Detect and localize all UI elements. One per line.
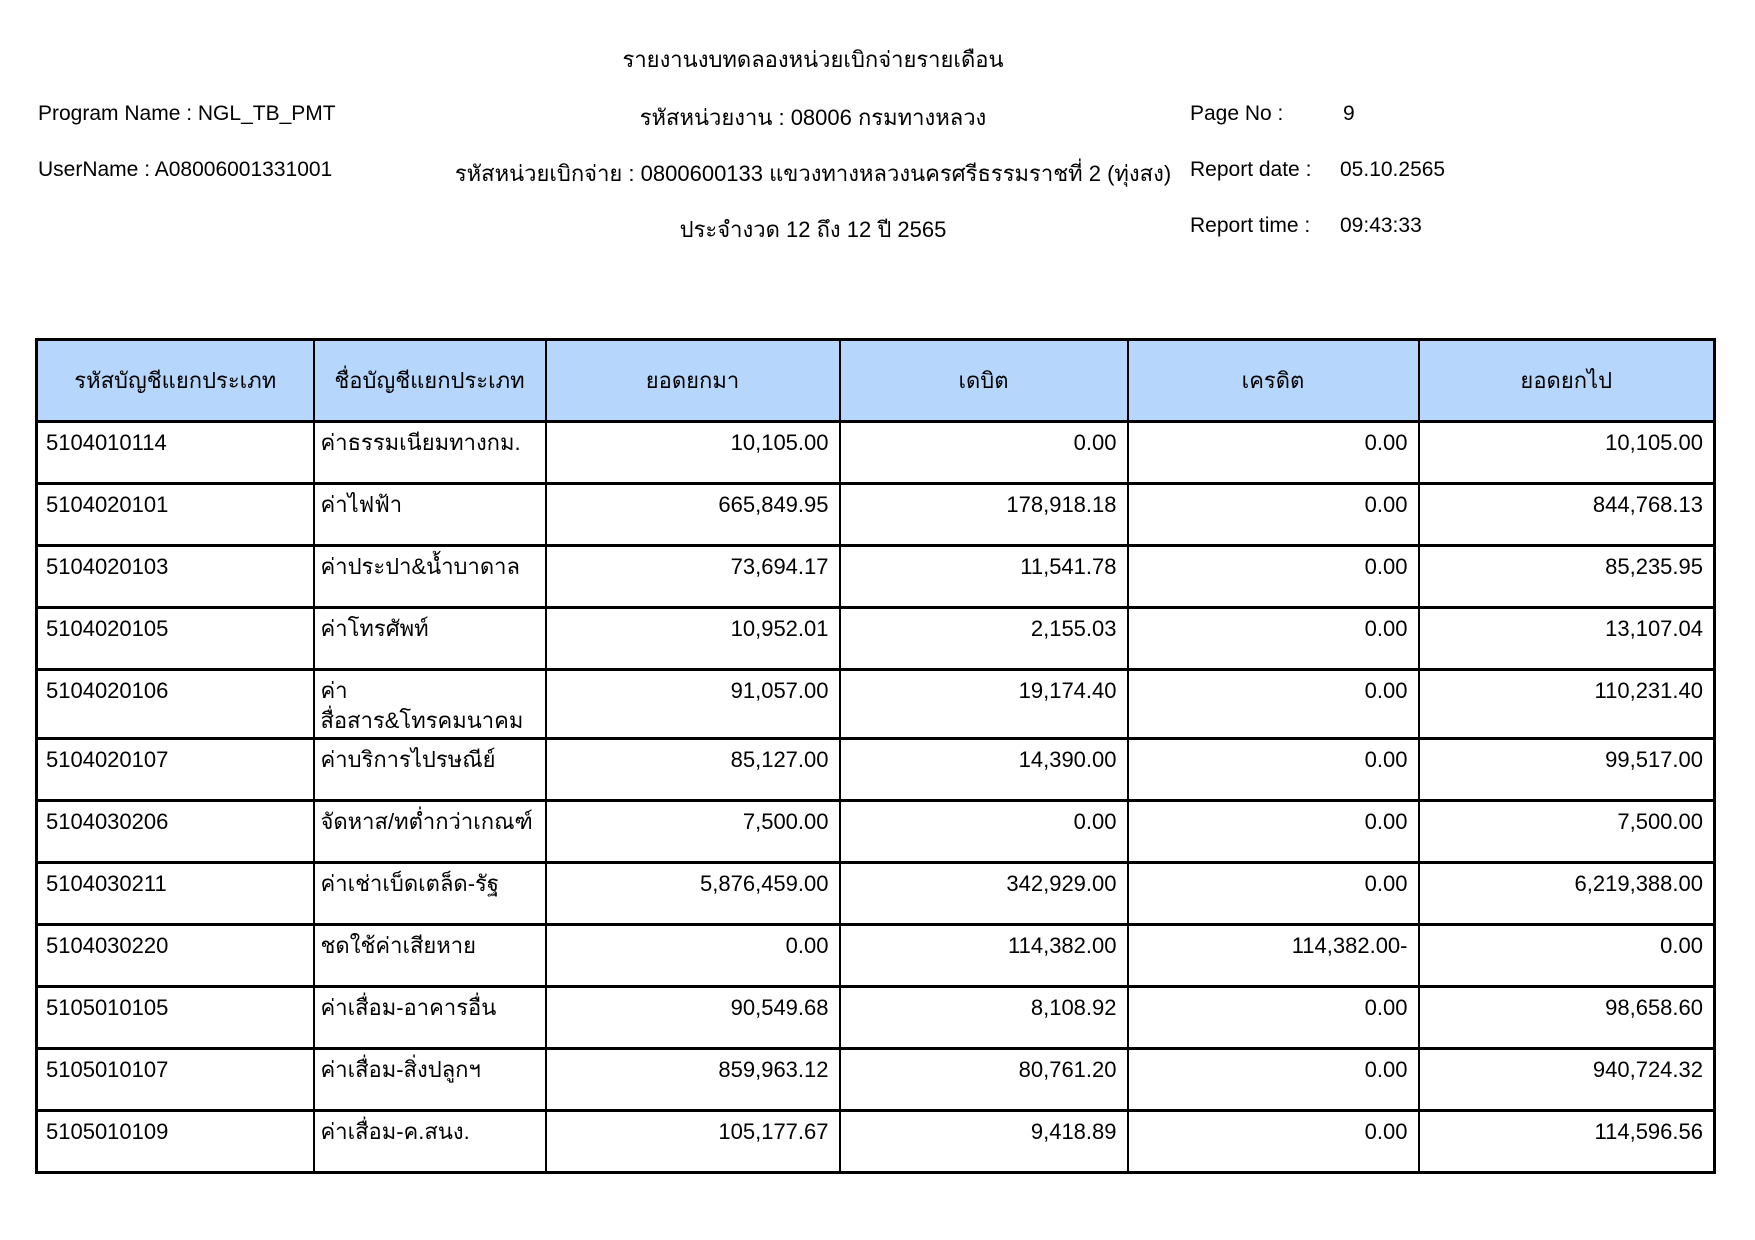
account-code-cell: 5105010105 xyxy=(37,987,314,1049)
balance-carried-forward-cell: 10,105.00 xyxy=(1419,422,1715,484)
balance-brought-forward-cell: 10,952.01 xyxy=(546,608,840,670)
debit-cell: 8,108.92 xyxy=(840,987,1128,1049)
account-code-cell: 5104030206 xyxy=(37,801,314,863)
account-code-cell: 5105010107 xyxy=(37,1049,314,1111)
credit-cell: 0.00 xyxy=(1128,422,1419,484)
balance-brought-forward-cell: 859,963.12 xyxy=(546,1049,840,1111)
table-row xyxy=(37,422,1715,484)
balance-carried-forward-cell: 110,231.40 xyxy=(1419,670,1715,739)
table-row xyxy=(37,546,1715,608)
balance-brought-forward-cell: 91,057.00 xyxy=(546,670,840,739)
account-name-cell: ค่าเสื่อม-ค.สนง. xyxy=(314,1111,546,1173)
balance-brought-forward-cell: 90,549.68 xyxy=(546,987,840,1049)
balance-brought-forward-cell: 7,500.00 xyxy=(546,801,840,863)
debit-cell: 19,174.40 xyxy=(840,670,1128,739)
column-header-account-name: ชื่อบัญชีแยกประเภท xyxy=(314,340,546,422)
credit-cell: 0.00 xyxy=(1128,670,1419,739)
balance-carried-forward-cell: 6,219,388.00 xyxy=(1419,863,1715,925)
table-row xyxy=(37,484,1715,546)
debit-cell: 178,918.18 xyxy=(840,484,1128,546)
account-name-cell: ค่าโทรศัพท์ xyxy=(314,608,546,670)
debit-cell: 114,382.00 xyxy=(840,925,1128,987)
table-row xyxy=(37,925,1715,987)
balance-carried-forward-cell: 85,235.95 xyxy=(1419,546,1715,608)
balance-carried-forward-cell: 0.00 xyxy=(1419,925,1715,987)
user-name-label: UserName : xyxy=(38,158,151,181)
debit-cell: 80,761.20 xyxy=(840,1049,1128,1111)
account-code-cell: 5104020103 xyxy=(37,546,314,608)
account-name-cell: ค่าบริการไปรษณีย์ xyxy=(314,739,546,801)
table-body xyxy=(37,422,1715,1173)
credit-cell: 114,382.00- xyxy=(1128,925,1419,987)
credit-cell: 0.00 xyxy=(1128,608,1419,670)
account-name-cell: ค่าเช่าเบ็ดเตล็ด-รัฐ xyxy=(314,863,546,925)
column-header-balance-carried-forward: ยอดยกไป xyxy=(1419,340,1715,422)
balance-carried-forward-cell: 844,768.13 xyxy=(1419,484,1715,546)
credit-cell: 0.00 xyxy=(1128,1111,1419,1173)
credit-cell: 0.00 xyxy=(1128,1049,1419,1111)
account-code-cell: 5105010109 xyxy=(37,1111,314,1173)
program-name-value: NGL_TB_PMT xyxy=(197,102,336,125)
debit-cell: 9,418.89 xyxy=(840,1111,1128,1173)
account-code-cell: 5104010114 xyxy=(37,422,314,484)
user-name-line xyxy=(38,156,332,184)
report-time-value: 09:43:33 xyxy=(1340,214,1422,237)
account-name-cell: ค่าไฟฟ้า xyxy=(314,484,546,546)
debit-cell: 2,155.03 xyxy=(840,608,1128,670)
balance-carried-forward-cell: 114,596.56 xyxy=(1419,1111,1715,1173)
page-no-label: Page No : xyxy=(1190,102,1284,125)
account-name-cell: ค่าสื่อสาร&โทรคมนาคม xyxy=(314,670,546,739)
balance-carried-forward-cell: 98,658.60 xyxy=(1419,987,1715,1049)
agency-code-line: รหัสหน่วยงาน : 08006 กรมทางหลวง xyxy=(639,105,987,130)
account-code-cell: 5104020106 xyxy=(37,670,314,739)
table-row xyxy=(37,863,1715,925)
debit-cell: 342,929.00 xyxy=(840,863,1128,925)
column-header-balance-brought-forward: ยอดยกมา xyxy=(546,340,840,422)
account-name-cell: จัดหาส/ทต่ำกว่าเกณฑ์ xyxy=(314,801,546,863)
credit-cell: 0.00 xyxy=(1128,739,1419,801)
account-code-cell: 5104020101 xyxy=(37,484,314,546)
table-row xyxy=(37,739,1715,801)
column-header-credit: เครดิต xyxy=(1128,340,1419,422)
user-name-value: A08006001331001 xyxy=(154,158,333,181)
balance-brought-forward-cell: 105,177.67 xyxy=(546,1111,840,1173)
table-header-row xyxy=(37,340,1715,422)
balance-brought-forward-cell: 0.00 xyxy=(546,925,840,987)
table-row xyxy=(37,1111,1715,1173)
credit-cell: 0.00 xyxy=(1128,484,1419,546)
trial-balance-table-wrap xyxy=(35,338,1713,1174)
account-code-cell: 5104030220 xyxy=(37,925,314,987)
report-time-label: Report time : xyxy=(1190,214,1311,237)
balance-carried-forward-cell: 13,107.04 xyxy=(1419,608,1715,670)
table-row xyxy=(37,987,1715,1049)
debit-cell: 0.00 xyxy=(840,422,1128,484)
debit-cell: 11,541.78 xyxy=(840,546,1128,608)
column-header-account-code: รหัสบัญชีแยกประเภท xyxy=(37,340,314,422)
debit-cell: 0.00 xyxy=(840,801,1128,863)
balance-carried-forward-cell: 99,517.00 xyxy=(1419,739,1715,801)
program-name-line xyxy=(38,100,336,128)
account-name-cell: ค่าเสื่อม-สิ่งปลูกฯ xyxy=(314,1049,546,1111)
credit-cell: 0.00 xyxy=(1128,546,1419,608)
disbursement-unit-line: รหัสหน่วยเบิกจ่าย : 0800600133 แขวงทางหลวงนครศรีธรรมราชที่ 2 (ทุ่งสง) xyxy=(454,161,1172,186)
column-header-debit: เดบิต xyxy=(840,340,1128,422)
report-title: รายงานงบทดลองหน่วยเบิกจ่ายรายเดือน xyxy=(622,47,1004,72)
balance-brought-forward-cell: 5,876,459.00 xyxy=(546,863,840,925)
report-date-value: 05.10.2565 xyxy=(1340,158,1446,181)
account-name-cell: ค่าเสื่อม-อาคารอื่น xyxy=(314,987,546,1049)
report-date-label: Report date : xyxy=(1190,158,1312,181)
account-code-cell: 5104020107 xyxy=(37,739,314,801)
credit-cell: 0.00 xyxy=(1128,987,1419,1049)
table-row xyxy=(37,670,1715,739)
table-row xyxy=(37,608,1715,670)
trial-balance-table xyxy=(35,338,1716,1174)
account-name-cell: ค่าประปา&น้ำบาดาล xyxy=(314,546,546,608)
balance-brought-forward-cell: 73,694.17 xyxy=(546,546,840,608)
account-name-cell: ค่าธรรมเนียมทางกม. xyxy=(314,422,546,484)
debit-cell: 14,390.00 xyxy=(840,739,1128,801)
balance-brought-forward-cell: 10,105.00 xyxy=(546,422,840,484)
program-name-label: Program Name : xyxy=(38,102,193,125)
period-line: ประจำงวด 12 ถึง 12 ปี 2565 xyxy=(679,217,947,242)
account-name-cell: ชดใช้ค่าเสียหาย xyxy=(314,925,546,987)
balance-brought-forward-cell: 85,127.00 xyxy=(546,739,840,801)
account-code-cell: 5104030211 xyxy=(37,863,314,925)
table-row xyxy=(37,1049,1715,1111)
credit-cell: 0.00 xyxy=(1128,863,1419,925)
table-row xyxy=(37,801,1715,863)
account-code-cell: 5104020105 xyxy=(37,608,314,670)
balance-carried-forward-cell: 940,724.32 xyxy=(1419,1049,1715,1111)
credit-cell: 0.00 xyxy=(1128,801,1419,863)
balance-carried-forward-cell: 7,500.00 xyxy=(1419,801,1715,863)
page-no-value: 9 xyxy=(1343,102,1355,125)
balance-brought-forward-cell: 665,849.95 xyxy=(546,484,840,546)
